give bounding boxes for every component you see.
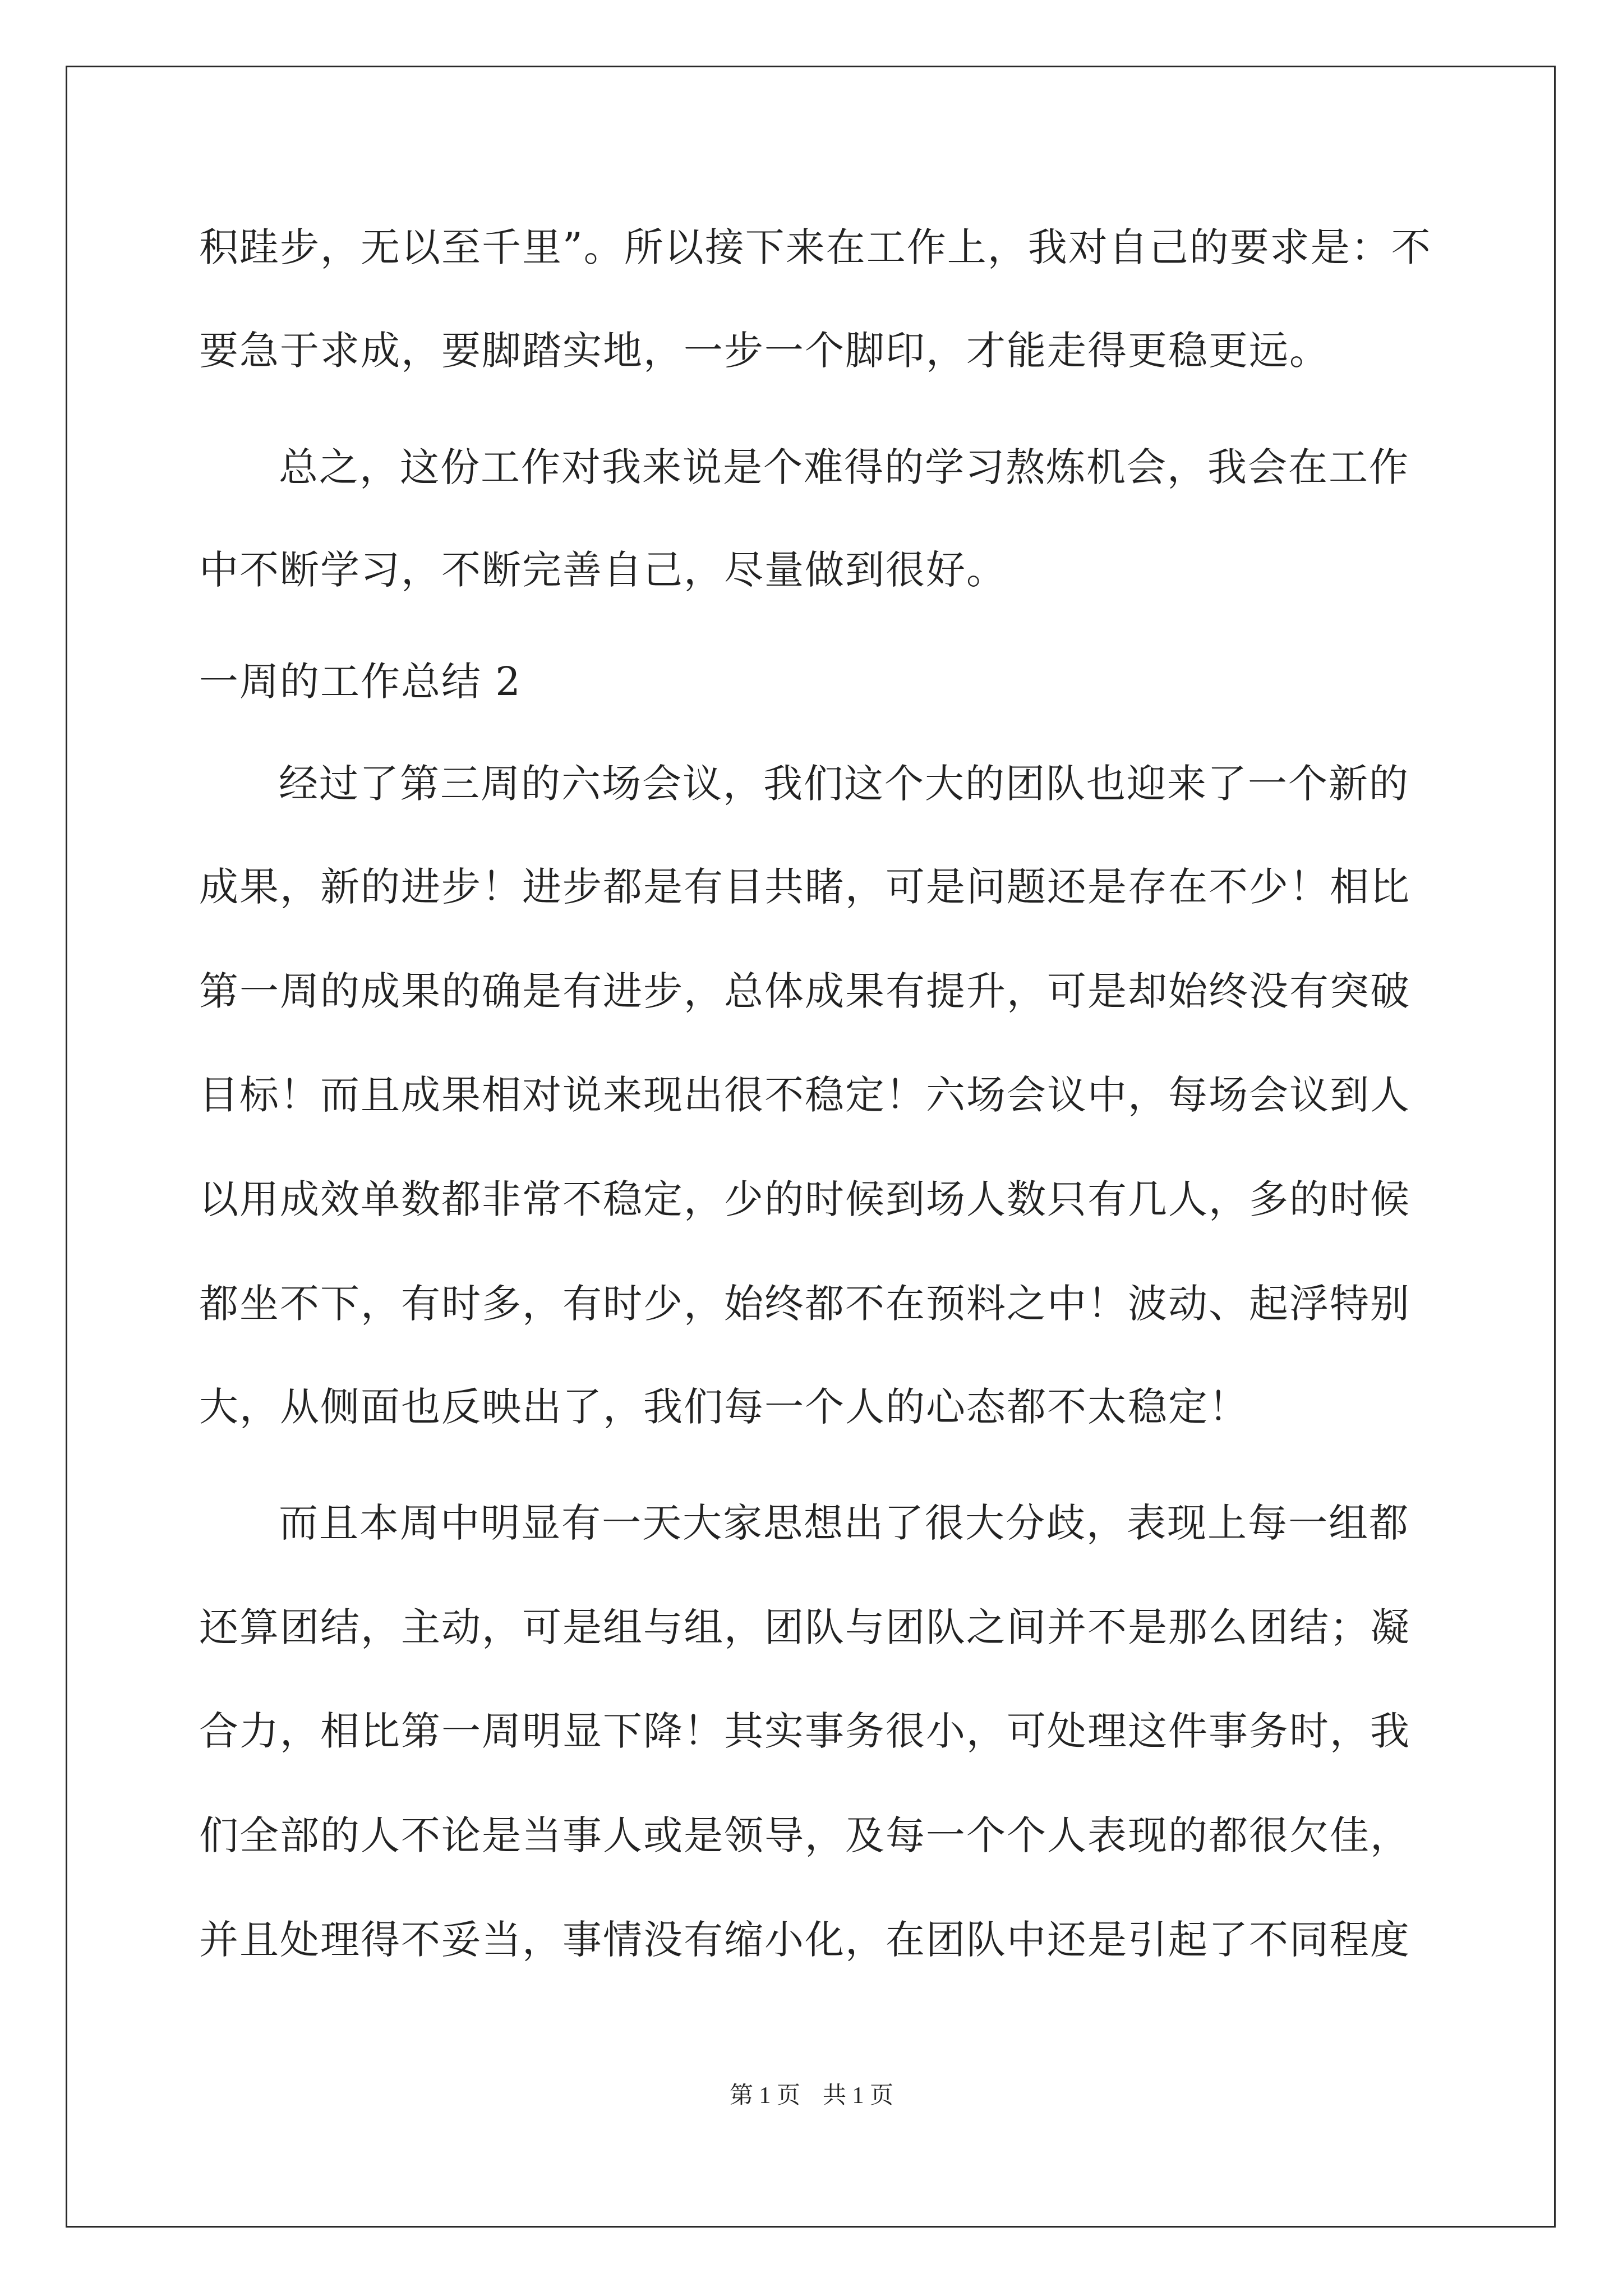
text-line: 们全部的人不论是当事人或是领导，及每一个个人表现的都很欠佳， (199, 1812, 1410, 1858)
text-line: 第一周的成果的确是有进步，总体成果有提升，可是却始终没有突破 (199, 968, 1410, 1014)
text-line: 还算团结，主动，可是组与组，团队与团队之间并不是那么团结；凝 (199, 1604, 1410, 1650)
text-line: 中不断学习，不断完善自己，尽量做到很好。 (199, 547, 1007, 593)
paragraph-first-line: 经过了第三周的六场会议，我们这个大的团队也迎来了一个新的 (279, 761, 1409, 807)
text-line: 积跬步，无以至千里”。所以接下来在工作上，我对自己的要求是：不 (199, 224, 1432, 270)
text-line: 以用成效单数都非常不稳定，少的时候到场人数只有几人，多的时候 (199, 1176, 1410, 1222)
section-heading: 一周的工作总结 2 (199, 659, 522, 705)
page-total: 共 1 页 (823, 2083, 894, 2109)
page-number: 第 1 页 (729, 2083, 800, 2109)
text-line: 成果，新的进步！进步都是有目共睹，可是问题还是存在不少！相比 (199, 864, 1410, 910)
paragraph-first-line: 总之，这份工作对我来说是个难得的学习熬炼机会，我会在工作 (279, 444, 1409, 490)
page-border (66, 66, 1556, 2228)
paragraph-first-line: 而且本周中明显有一天大家思想出了很大分歧，表现上每一组都 (279, 1500, 1409, 1546)
text-line: 并且处理得不妥当，事情没有缩小化，在团队中还是引起了不同程度 (199, 1917, 1410, 1963)
page-footer (0, 2080, 1623, 2111)
text-line: 大，从侧面也反映出了，我们每一个人的心态都不太稳定！ (199, 1384, 1249, 1430)
text-line: 要急于求成，要脚踏实地，一步一个脚印，才能走得更稳更远。 (199, 328, 1330, 374)
text-line: 目标！而且成果相对说来现出很不稳定！六场会议中，每场会议到人 (199, 1072, 1410, 1118)
text-line: 都坐不下，有时多，有时少，始终都不在预料之中！波动、起浮特别 (199, 1281, 1410, 1327)
text-line: 合力，相比第一周明显下降！其实事务很小，可处理这件事务时，我 (199, 1708, 1410, 1754)
